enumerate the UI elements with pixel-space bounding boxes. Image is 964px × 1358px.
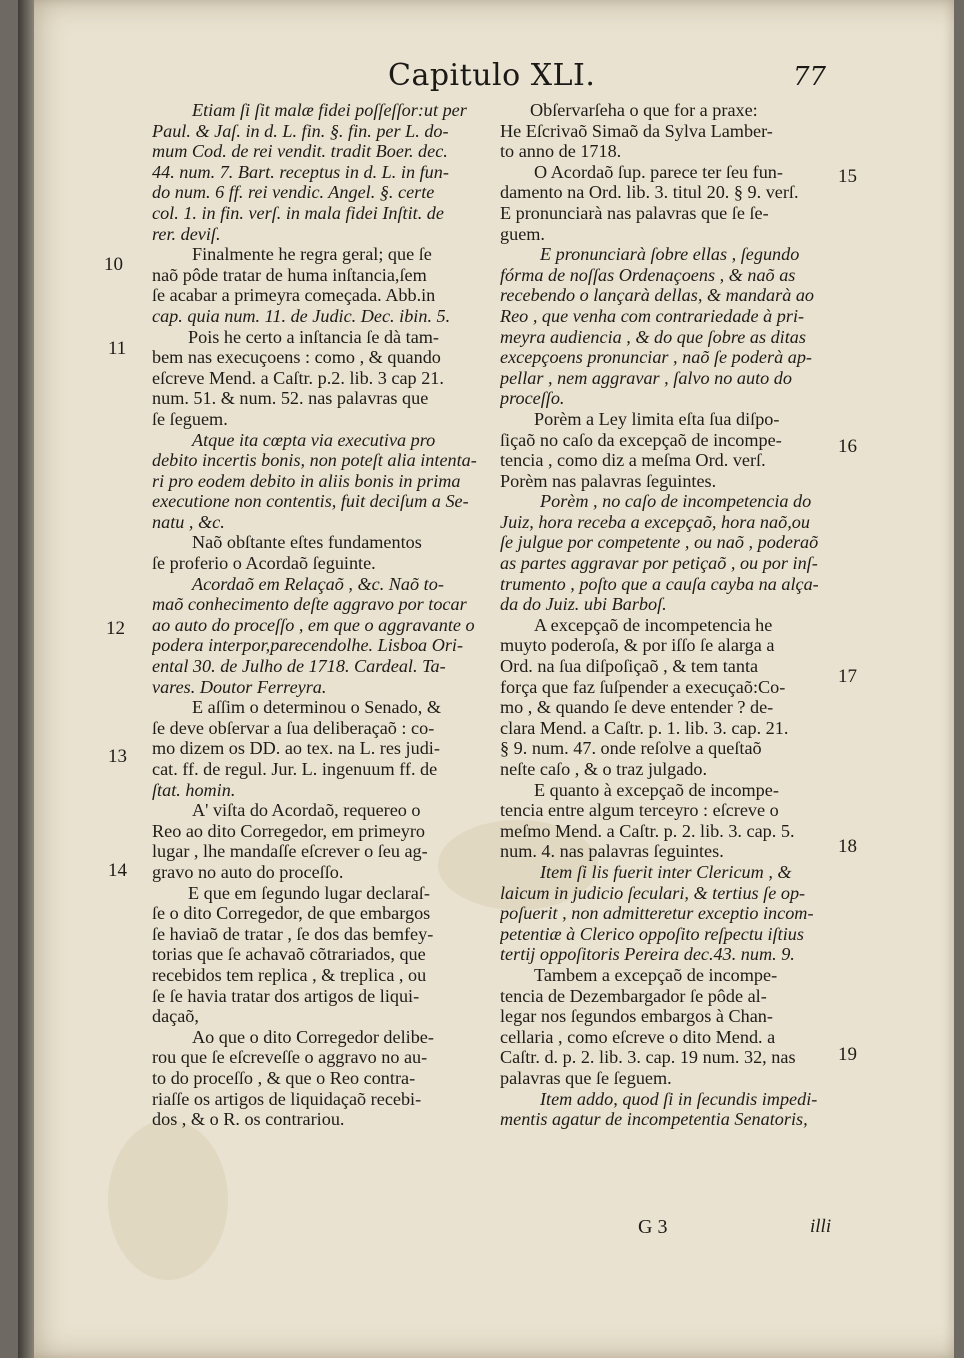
text-line: recebidos tem replica , & treplica , ou bbox=[152, 964, 427, 985]
text-line: num. 4. nas palavras ſeguintes. bbox=[500, 841, 724, 862]
text-line: força que faz ſuſpender a execuçaõ:Co- bbox=[500, 676, 786, 697]
text-line: ſe proferio o Acordaõ ſeguinte. bbox=[152, 553, 376, 574]
text-line: fórma de noſſas Ordenaçoens , & naõ as bbox=[500, 264, 796, 285]
margin-number: 14 bbox=[108, 860, 127, 881]
text-line: Pois he certo a inſtancia ſe dà tam- bbox=[188, 326, 439, 347]
text-line: palavras que ſe ſeguem. bbox=[500, 1067, 672, 1088]
text-line: Naõ obſtante eſtes fundamentos bbox=[192, 532, 422, 553]
text-line: Caſtr. d. p. 2. lib. 3. cap. 19 num. 32, nas bbox=[500, 1047, 796, 1068]
text-line: do num. 6 ff. rei vendic. Angel. §. certe bbox=[152, 182, 435, 203]
text-line: Ord. na ſua diſpoſiçaõ , & tem tanta bbox=[500, 656, 759, 677]
text-line: muyto poderoſa, & por iſſo ſe alarga a bbox=[500, 635, 775, 656]
paragraph bbox=[152, 1027, 482, 1130]
paragraph bbox=[500, 244, 830, 409]
paragraph bbox=[500, 615, 830, 780]
paragraph bbox=[500, 491, 830, 615]
text-line: rer. deviſ. bbox=[152, 223, 221, 244]
text-line: mentis agatur de incompetentia Senatoris, bbox=[500, 1109, 808, 1130]
text-line: ri pro eodem debito in aliis bonis in prima bbox=[152, 470, 461, 491]
text-line: cap. quia num. 11. de Judic. Dec. ibin. 5. bbox=[152, 305, 451, 326]
page-number: 77 bbox=[793, 62, 827, 92]
text-line: Tambem a excepçaõ de incompe- bbox=[534, 964, 778, 985]
paragraph bbox=[152, 574, 482, 698]
right-column bbox=[500, 100, 830, 1130]
paragraph bbox=[500, 965, 830, 1089]
text-line: Item addo, quod ſi in ſecundis impedi- bbox=[540, 1088, 818, 1109]
text-line: recebendo o lançarà dellas, & mandarà ao bbox=[500, 285, 815, 306]
paragraph bbox=[500, 162, 830, 244]
text-line: Juiz, hora receba a excepçaõ, hora naõ,ou bbox=[500, 511, 810, 532]
paragraph bbox=[500, 100, 830, 162]
text-line: O Acordaõ ſup. parece ter ſeu fun- bbox=[534, 161, 783, 182]
text-line: excepçoens pronunciar , naõ ſe poderà ap- bbox=[500, 347, 812, 368]
text-line: E aſſim o determinou o Senado, & bbox=[192, 697, 442, 718]
text-line: eſcreve Mend. a Caſtr. p.2. lib. 3 cap 21. bbox=[152, 367, 444, 388]
margin-number: 13 bbox=[108, 746, 127, 767]
text-line: guem. bbox=[500, 223, 545, 244]
text-line: tencia , como diz a meſma Ord. verſ. bbox=[500, 450, 766, 471]
text-line: Item ſi lis fuerit inter Clericum , & bbox=[540, 861, 792, 882]
text-line: ſe o dito Corregedor, de que embargos bbox=[152, 903, 431, 924]
text-line: poſuerit , non admitteretur exceptio incom- bbox=[500, 903, 814, 924]
text-line: Reo ao dito Corregedor, em primeyro bbox=[152, 820, 426, 841]
text-line: clara Mend. a Caſtr. p. 1. lib. 3. cap. 21. bbox=[500, 717, 789, 738]
text-line: meyra audiencia , & do que ſobre as ditas bbox=[500, 326, 806, 347]
paragraph bbox=[152, 327, 482, 430]
text-line: lugar , lhe mandaſſe eſcrever o ſeu ag- bbox=[152, 841, 428, 862]
margin-number: 19 bbox=[838, 1044, 857, 1065]
text-line: Obſervarſeha o que for a praxe: bbox=[530, 100, 758, 120]
text-line: ſiçaõ no caſo da excepçaõ de incompe- bbox=[500, 429, 782, 450]
text-line: He Eſcrivaõ Simaõ da Sylva Lamber- bbox=[500, 120, 773, 141]
paragraph bbox=[152, 244, 482, 326]
text-line: executione non contentis, fuit deciſum a Se- bbox=[152, 491, 469, 512]
text-line: Acordaõ em Relaçaõ , &c. Naõ to- bbox=[192, 573, 444, 594]
text-line: laicum in judicio ſeculari, & tertius ſe op- bbox=[500, 882, 806, 903]
chapter-title: Capitulo XLI. bbox=[388, 58, 596, 93]
text-line: E pronunciarà ſobre ellas , ſegundo bbox=[540, 244, 800, 265]
text-line: ſe ſe havia tratar dos artigos de liqui- bbox=[152, 985, 420, 1006]
paragraph bbox=[152, 100, 482, 244]
text-line: neſte caſo , & o traz julgado. bbox=[500, 759, 708, 779]
text-line: naõ pôde tratar de huma inſtancia,ſem bbox=[152, 264, 427, 285]
text-line: cat. ff. de regul. Jur. L. ingenuum ff. de bbox=[152, 759, 438, 779]
margin-number: 18 bbox=[838, 836, 857, 857]
margin-number: 11 bbox=[108, 338, 127, 359]
text-line: ſe deve obſervar a ſua deliberaçaõ : co- bbox=[152, 717, 435, 738]
text-line: col. 1. in fin. verſ. in mala fidei Inſtit. de bbox=[152, 202, 444, 223]
text-line: num. 51. & num. 52. nas palavras que bbox=[152, 388, 429, 409]
paragraph bbox=[500, 862, 830, 965]
text-line: Porèm nas palavras ſeguintes. bbox=[500, 470, 717, 491]
text-line: E quanto à excepçaõ de incompe- bbox=[534, 779, 779, 800]
text-line: 44. num. 7. Bart. receptus in d. L. in fun- bbox=[152, 161, 449, 182]
text-line: mum Cod. de rei vendit. tradit Boer. dec. bbox=[152, 141, 448, 162]
text-line: mo dizem os DD. ao tex. na L. res judi- bbox=[152, 738, 440, 759]
text-line: ao auto do proceſſo , em que o aggravante o bbox=[152, 614, 475, 635]
text-line: trumento , poſto que a cauſa cayba na alça- bbox=[500, 573, 819, 594]
text-line: as partes aggravar por petiçaõ , ou por inſ- bbox=[500, 553, 818, 574]
text-line: E pronunciarà nas palavras que ſe ſe- bbox=[500, 202, 769, 223]
paragraph bbox=[152, 883, 482, 1027]
text-line: gravo no auto do proceſſo. bbox=[152, 861, 344, 882]
text-line: ſe acabar a primeyra começada. Abb.in bbox=[152, 285, 436, 306]
text-line: torias que ſe achavaõ cõtrariados, que bbox=[152, 944, 426, 965]
text-line: natu , &c. bbox=[152, 511, 225, 532]
text-line: A' viſta do Acordaõ, requereo o bbox=[192, 800, 421, 821]
text-line: Reo , que venha com contrariedade à pri- bbox=[500, 305, 805, 326]
left-column bbox=[152, 100, 482, 1130]
text-line: E que em ſegundo lugar declaraſ- bbox=[188, 882, 430, 903]
text-line: vares. Doutor Ferreyra. bbox=[152, 676, 327, 697]
text-line: mo , & quando ſe deve entender ? de- bbox=[500, 697, 774, 718]
text-line: podera interpor,parecendolhe. Lisboa Ori- bbox=[152, 635, 464, 656]
text-line: bem nas execuçoens : como , & quando bbox=[152, 347, 441, 368]
text-line: dos , & o R. os contrariou. bbox=[152, 1109, 345, 1130]
text-line: tencia entre algum terceyro : eſcreve o bbox=[500, 800, 779, 821]
text-line: rou que ſe eſcreveſſe o aggravo no au- bbox=[152, 1047, 428, 1068]
text-line: damento na Ord. lib. 3. titul 20. § 9. verſ. bbox=[500, 182, 799, 203]
margin-number: 15 bbox=[838, 166, 857, 187]
text-line: tertij oppoſitoris Pereira dec.43. num. 9. bbox=[500, 944, 795, 965]
margin-number: 16 bbox=[838, 436, 857, 457]
text-line: Finalmente he regra geral; que ſe bbox=[192, 244, 432, 265]
text-line: ſe ſeguem. bbox=[152, 408, 228, 429]
text-line: meſmo Mend. a Caſtr. p. 2. lib. 3. cap. 5. bbox=[500, 820, 795, 841]
paragraph bbox=[500, 409, 830, 491]
text-line: Porèm , no caſo de incompetencia do bbox=[540, 491, 812, 512]
paragraph bbox=[152, 800, 482, 882]
catchword: illi bbox=[810, 1216, 832, 1237]
text-line: cellaria , como eſcreve o dito Mend. a bbox=[500, 1026, 776, 1047]
text-line: to do proceſſo , & que o Reo contra- bbox=[152, 1067, 416, 1088]
text-line: ſe julgue por competente , ou naõ , poderaõ bbox=[500, 532, 819, 553]
text-line: tencia de Dezembargador ſe pôde al- bbox=[500, 985, 767, 1006]
text-line: da do Juiz. ubi Barboſ. bbox=[500, 594, 667, 615]
paragraph bbox=[152, 430, 482, 533]
text-line: maõ conhecimento deſte aggravo por tocar bbox=[152, 594, 467, 615]
text-line: debito incertis bonis, non poteſt alia intenta- bbox=[152, 450, 477, 471]
text-line: Paul. & Jaſ. in d. L. fin. §. fin. per L. do- bbox=[152, 120, 449, 141]
text-line: § 9. num. 47. onde reſolve a queſtaõ bbox=[500, 738, 762, 759]
text-line: Atque ita cœpta via executiva pro bbox=[192, 429, 436, 450]
text-line: proceſſo. bbox=[500, 388, 565, 409]
paragraph bbox=[152, 532, 482, 573]
text-line: to anno de 1718. bbox=[500, 141, 622, 162]
text-line: Etiam ſi ſit malæ fidei poſſeſſor:ut per bbox=[192, 100, 467, 120]
text-line: ſtat. homin. bbox=[152, 779, 236, 800]
text-line: Porèm a Ley limita eſta ſua diſpo- bbox=[534, 408, 780, 429]
paragraph bbox=[152, 697, 482, 800]
text-line: daçaõ, bbox=[152, 1006, 199, 1027]
margin-number: 17 bbox=[838, 666, 857, 687]
signature-mark: G 3 bbox=[638, 1216, 668, 1238]
page-gutter bbox=[18, 0, 34, 1358]
text-line: pellar , nem aggravar , ſalvo no auto do bbox=[500, 367, 792, 388]
book-page bbox=[18, 0, 954, 1358]
margin-number: 10 bbox=[104, 254, 123, 275]
text-line: ental 30. de Julho de 1718. Cardeal. Ta- bbox=[152, 656, 446, 677]
paper-stain bbox=[108, 1120, 228, 1280]
text-line: riaſſe os artigos de liquidaçaõ recebi- bbox=[152, 1088, 422, 1109]
text-line: A excepçaõ de incompetencia he bbox=[534, 614, 773, 635]
text-line: petentiæ à Clerico oppoſito reſpectu iſtius bbox=[500, 923, 804, 944]
text-line: Ao que o dito Corregedor delibe- bbox=[192, 1026, 434, 1047]
paragraph bbox=[500, 1089, 830, 1130]
text-line: ſe haviaõ de tratar , ſe dos das bemfey- bbox=[152, 923, 434, 944]
paragraph bbox=[500, 780, 830, 862]
text-line: legar nos ſegundos embargos à Chan- bbox=[500, 1006, 773, 1027]
margin-number: 12 bbox=[106, 618, 125, 639]
